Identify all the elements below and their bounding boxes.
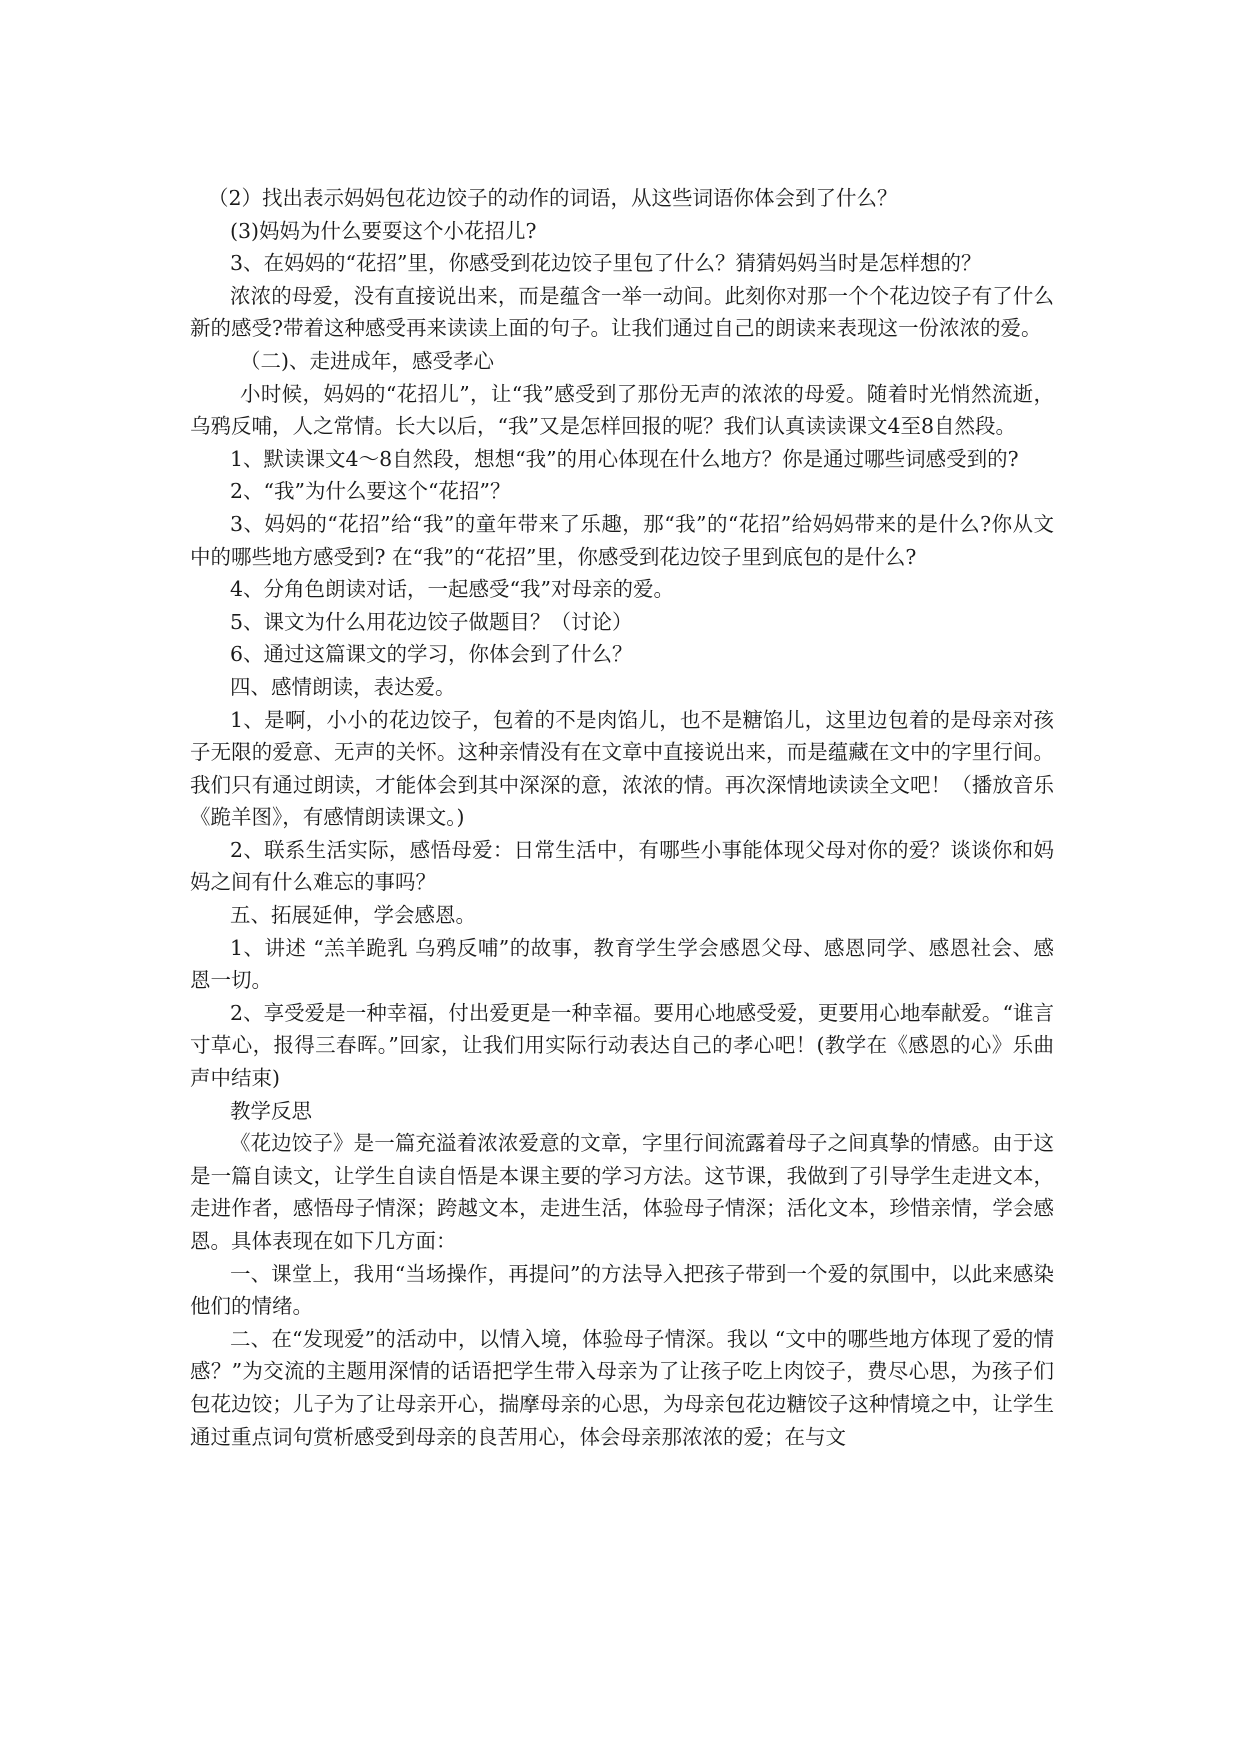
paragraph-item-2: 2、“我”为什么要这个“花招”？ xyxy=(230,479,511,504)
paragraph-mother-love: 浓浓的母爱，没有直接说出来，而是蕴含一举一动间。此刻你对那一个个花边饺子有了什么新的感受?带着这种感受再来读读上面的句子。让我们通过自己的朗读来表现这一份浓浓的爱。 xyxy=(190,283,1054,341)
paragraph-item-1: 1、默读课文4～8自然段，想想“我”的用心体现在什么地方？你是通过哪些词感受到的? xyxy=(230,446,1019,471)
paragraph-reading-2: 2、联系生活实际，感悟母爱：日常生活中，有哪些小事能体现父母对你的爱？谈谈你和妈妈之间有什么难忘的事吗？ xyxy=(190,837,1054,895)
paragraph-question-2: （2）找出表示妈妈包花边饺子的动作的词语，从这些词语你体会到了什么？ xyxy=(208,186,898,210)
section-heading-reflection: 教学反思 xyxy=(230,1098,312,1123)
paragraph-item-4: 4、分角色朗读对话，一起感受“我”对母亲的爱。 xyxy=(230,577,675,602)
paragraph-item-3b: 3、妈妈的“花招”给“我”的童年带来了乐趣，那“我”的“花招”给妈妈带来的是什么?你从文中的哪些地方感受到? 在“我”的“花招”里，你感受到花边饺子里到底包的是什么? xyxy=(190,511,1054,569)
section-heading-extension: 五、拓展延伸，学会感恩。 xyxy=(230,903,476,928)
paragraph-reading-1: 1、是啊，小小的花边饺子，包着的不是肉馅儿，也不是糖馅儿，这里边包着的是母亲对孩子无限的爱意、无声的关怀。这种亲情没有在文章中直接说出来，而是蕴藏在文中的字里行间。我们只有通过朗读，才能体会到其中深深的意，浓浓的情。再次深情地读读全文吧！（播放音乐《跪羊图》，有感情朗读课文。) xyxy=(190,707,1054,830)
paragraph-item-3: 3、在妈妈的“花招”里，你感受到花边饺子里包了什么？猜猜妈妈当时是怎样想的？ xyxy=(230,251,982,276)
paragraph-item-5: 5、课文为什么用花边饺子做题目？（讨论） xyxy=(230,609,633,634)
paragraph-extension-2: 2、享受爱是一种幸福，付出爱更是一种幸福。要用心地感受爱，更要用心地奉献爱。“谁言寸草心，报得三春晖。”回家，让我们用实际行动表达自己的孝心吧！(教学在《感恩的心》乐曲声中结束) xyxy=(190,1000,1054,1091)
paragraph-reflection-intro: 《花边饺子》是一篇充溢着浓浓爱意的文章，字里行间流露着母子之间真挚的情感。由于这是一篇自读文，让学生自读自悟是本课主要的学习方法。这节课，我做到了引导学生走进文本，走进作者，感悟母子情深；跨越文本，走进生活，体验母子情深；活化文本，珍惜亲情，学会感恩。具体表现在如下几方面： xyxy=(190,1131,1054,1253)
section-heading-adulthood: （二)、走进成年，感受孝心 xyxy=(240,348,494,373)
document-body xyxy=(190,182,1054,1453)
paragraph-extension-1: 1、讲述 “羔羊跪乳 乌鸦反哺”的故事，教育学生学会感恩父母、感恩同学、感恩社会、感恩一切。 xyxy=(190,935,1054,993)
paragraph-question-3: (3)妈妈为什么要耍这个小花招儿? xyxy=(230,218,537,243)
section-heading-reading: 四、感情朗读，表达爱。 xyxy=(230,674,456,699)
paragraph-childhood: 小时候，妈妈的“花招儿”，让“我”感受到了那份无声的浓浓的母爱。随着时光悄然流逝，乌鸦反哺，人之常情。长大以后，“我”又是怎样回报的呢？我们认真读读课文4至8自然段。 xyxy=(190,381,1054,439)
paragraph-reflection-1: 一、课堂上，我用“当场操作，再提问”的方法导入把孩子带到一个爱的氛围中，以此来感染他们的情绪。 xyxy=(190,1261,1054,1319)
paragraph-item-6: 6、通过这篇课文的学习，你体会到了什么？ xyxy=(230,642,633,667)
paragraph-reflection-2: 二、在“发现爱”的活动中，以情入境，体验母子情深。我以 “文中的哪些地方体现了爱的情感？”为交流的主题用深情的话语把学生带入母亲为了让孩子吃上肉饺子，费尽心思，为孩子们包花边饺；儿子为了让母亲开心，揣摩母亲的心思，为母亲包花边糖饺子这种情境之中，让学生通过重点词句赏析感受到母亲的良苦用心，体会母亲那浓浓的爱；在与文 xyxy=(190,1326,1054,1449)
